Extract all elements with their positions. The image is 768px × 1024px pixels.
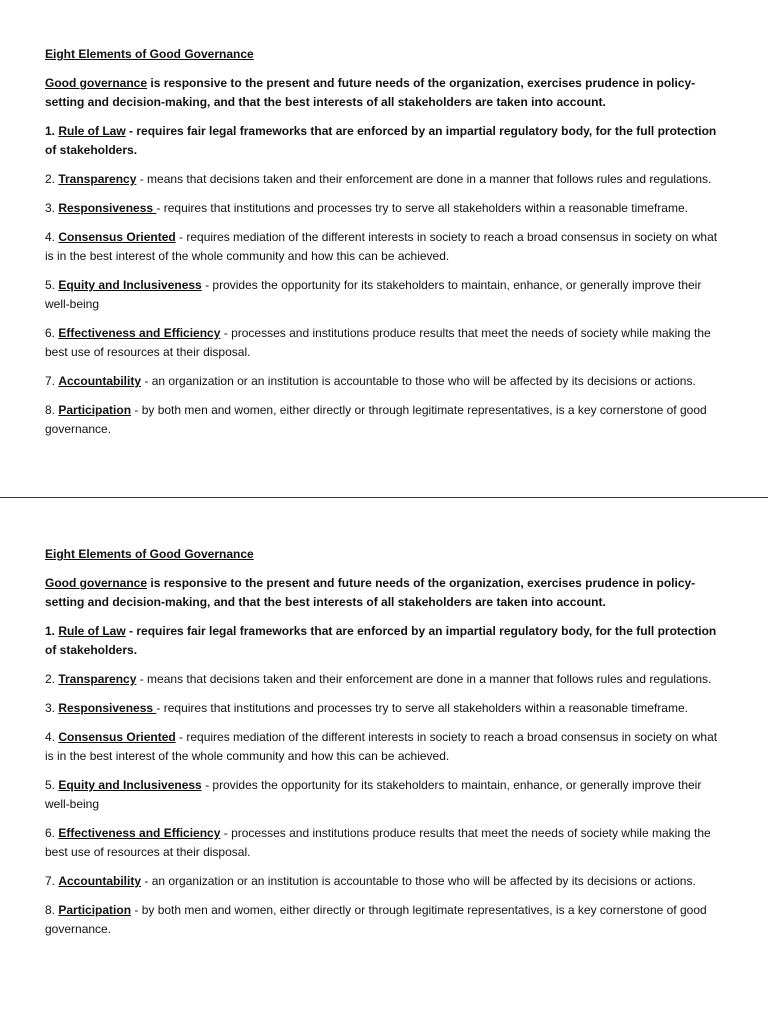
- element-item: [45, 776, 723, 814]
- element-text: - requires mediation of the different interests in society to reach a broad consensus in society on what is in the best interest of the whole community and how this can be achieved.: [45, 230, 718, 263]
- element-term: Accountability: [58, 374, 142, 388]
- element-term: Equity and Inclusiveness: [58, 778, 202, 792]
- element-number: 7.: [45, 374, 59, 388]
- element-text: - means that decisions taken and their enforcement are done in a manner that follows rules and regulations.: [136, 172, 712, 186]
- element-number: 3.: [45, 701, 59, 715]
- element-term: Transparency: [58, 672, 137, 686]
- element-text: - processes and institutions produce results that meet the needs of society while making the best use of resources at their disposal.: [45, 326, 711, 359]
- element-number: 1.: [45, 624, 59, 638]
- element-item: [45, 872, 723, 891]
- element-text: - provides the opportunity for its stakeholders to maintain, enhance, or generally improve their well-being: [45, 778, 702, 811]
- governance-section-top: [45, 45, 723, 449]
- element-item: [45, 901, 723, 939]
- element-item: [45, 276, 723, 314]
- element-term: Effectiveness and Efficiency: [58, 326, 221, 340]
- intro-text: is responsive to the present and future needs of the organization, exercises prudence in policy-setting and decision-making, and that the best interests of all stakeholders are taken into account.: [45, 576, 696, 609]
- element-item: [45, 199, 723, 218]
- governance-section-bottom: [45, 545, 723, 949]
- element-text: - requires that institutions and processes try to serve all stakeholders within a reasonable timeframe.: [156, 701, 688, 715]
- element-text: - requires that institutions and processes try to serve all stakeholders within a reasonable timeframe.: [156, 201, 688, 215]
- element-term: Responsiveness: [58, 201, 157, 215]
- element-item: [45, 622, 723, 660]
- element-term: Responsiveness: [58, 701, 157, 715]
- element-number: 6.: [45, 326, 59, 340]
- element-text: - provides the opportunity for its stakeholders to maintain, enhance, or generally improve their well-being: [45, 278, 702, 311]
- element-term: Consensus Oriented: [58, 230, 176, 244]
- intro-paragraph: [45, 574, 723, 612]
- element-number: 4.: [45, 730, 59, 744]
- element-text: - means that decisions taken and their enforcement are done in a manner that follows rules and regulations.: [136, 672, 712, 686]
- element-item: [45, 372, 723, 391]
- element-item: [45, 228, 723, 266]
- cut-line-divider: [0, 497, 768, 498]
- element-item: [45, 170, 723, 189]
- element-term: Participation: [58, 903, 132, 917]
- section-title: Eight Elements of Good Governance: [45, 47, 254, 61]
- element-term: Consensus Oriented: [58, 730, 176, 744]
- element-term: Rule of Law: [58, 124, 126, 138]
- element-number: 2.: [45, 172, 59, 186]
- element-text: - by both men and women, either directly or through legitimate representatives, is a key cornerstone of good governance.: [45, 403, 707, 436]
- element-number: 7.: [45, 874, 59, 888]
- element-term: Participation: [58, 403, 132, 417]
- element-text: - requires fair legal frameworks that are enforced by an impartial regulatory body, for the full protection of stakeholders.: [45, 624, 717, 657]
- element-number: 5.: [45, 278, 59, 292]
- element-number: 6.: [45, 826, 59, 840]
- element-item: [45, 824, 723, 862]
- element-term: Transparency: [58, 172, 137, 186]
- element-number: 8.: [45, 403, 59, 417]
- element-term: Accountability: [58, 874, 142, 888]
- element-term: Equity and Inclusiveness: [58, 278, 202, 292]
- element-item: [45, 324, 723, 362]
- element-term: Rule of Law: [58, 624, 126, 638]
- intro-paragraph: [45, 74, 723, 112]
- element-item: [45, 699, 723, 718]
- element-term: Effectiveness and Efficiency: [58, 826, 221, 840]
- element-item: [45, 122, 723, 160]
- intro-text: is responsive to the present and future needs of the organization, exercises prudence in policy-setting and decision-making, and that the best interests of all stakeholders are taken into account.: [45, 76, 696, 109]
- intro-term: Good governance: [45, 76, 148, 90]
- element-text: - processes and institutions produce results that meet the needs of society while making the best use of resources at their disposal.: [45, 826, 711, 859]
- element-number: 4.: [45, 230, 59, 244]
- element-text: - an organization or an institution is accountable to those who will be affected by its decisions or actions.: [141, 374, 696, 388]
- element-text: - requires mediation of the different interests in society to reach a broad consensus in society on what is in the best interest of the whole community and how this can be achieved.: [45, 730, 718, 763]
- element-text: - an organization or an institution is accountable to those who will be affected by its decisions or actions.: [141, 874, 696, 888]
- element-text: - by both men and women, either directly or through legitimate representatives, is a key cornerstone of good governance.: [45, 903, 707, 936]
- element-item: [45, 401, 723, 439]
- element-text: - requires fair legal frameworks that are enforced by an impartial regulatory body, for the full protection of stakeholders.: [45, 124, 717, 157]
- element-number: 3.: [45, 201, 59, 215]
- section-title: Eight Elements of Good Governance: [45, 547, 254, 561]
- element-item: [45, 670, 723, 689]
- element-number: 5.: [45, 778, 59, 792]
- intro-term: Good governance: [45, 576, 148, 590]
- element-number: 8.: [45, 903, 59, 917]
- element-number: 1.: [45, 124, 59, 138]
- element-number: 2.: [45, 672, 59, 686]
- element-item: [45, 728, 723, 766]
